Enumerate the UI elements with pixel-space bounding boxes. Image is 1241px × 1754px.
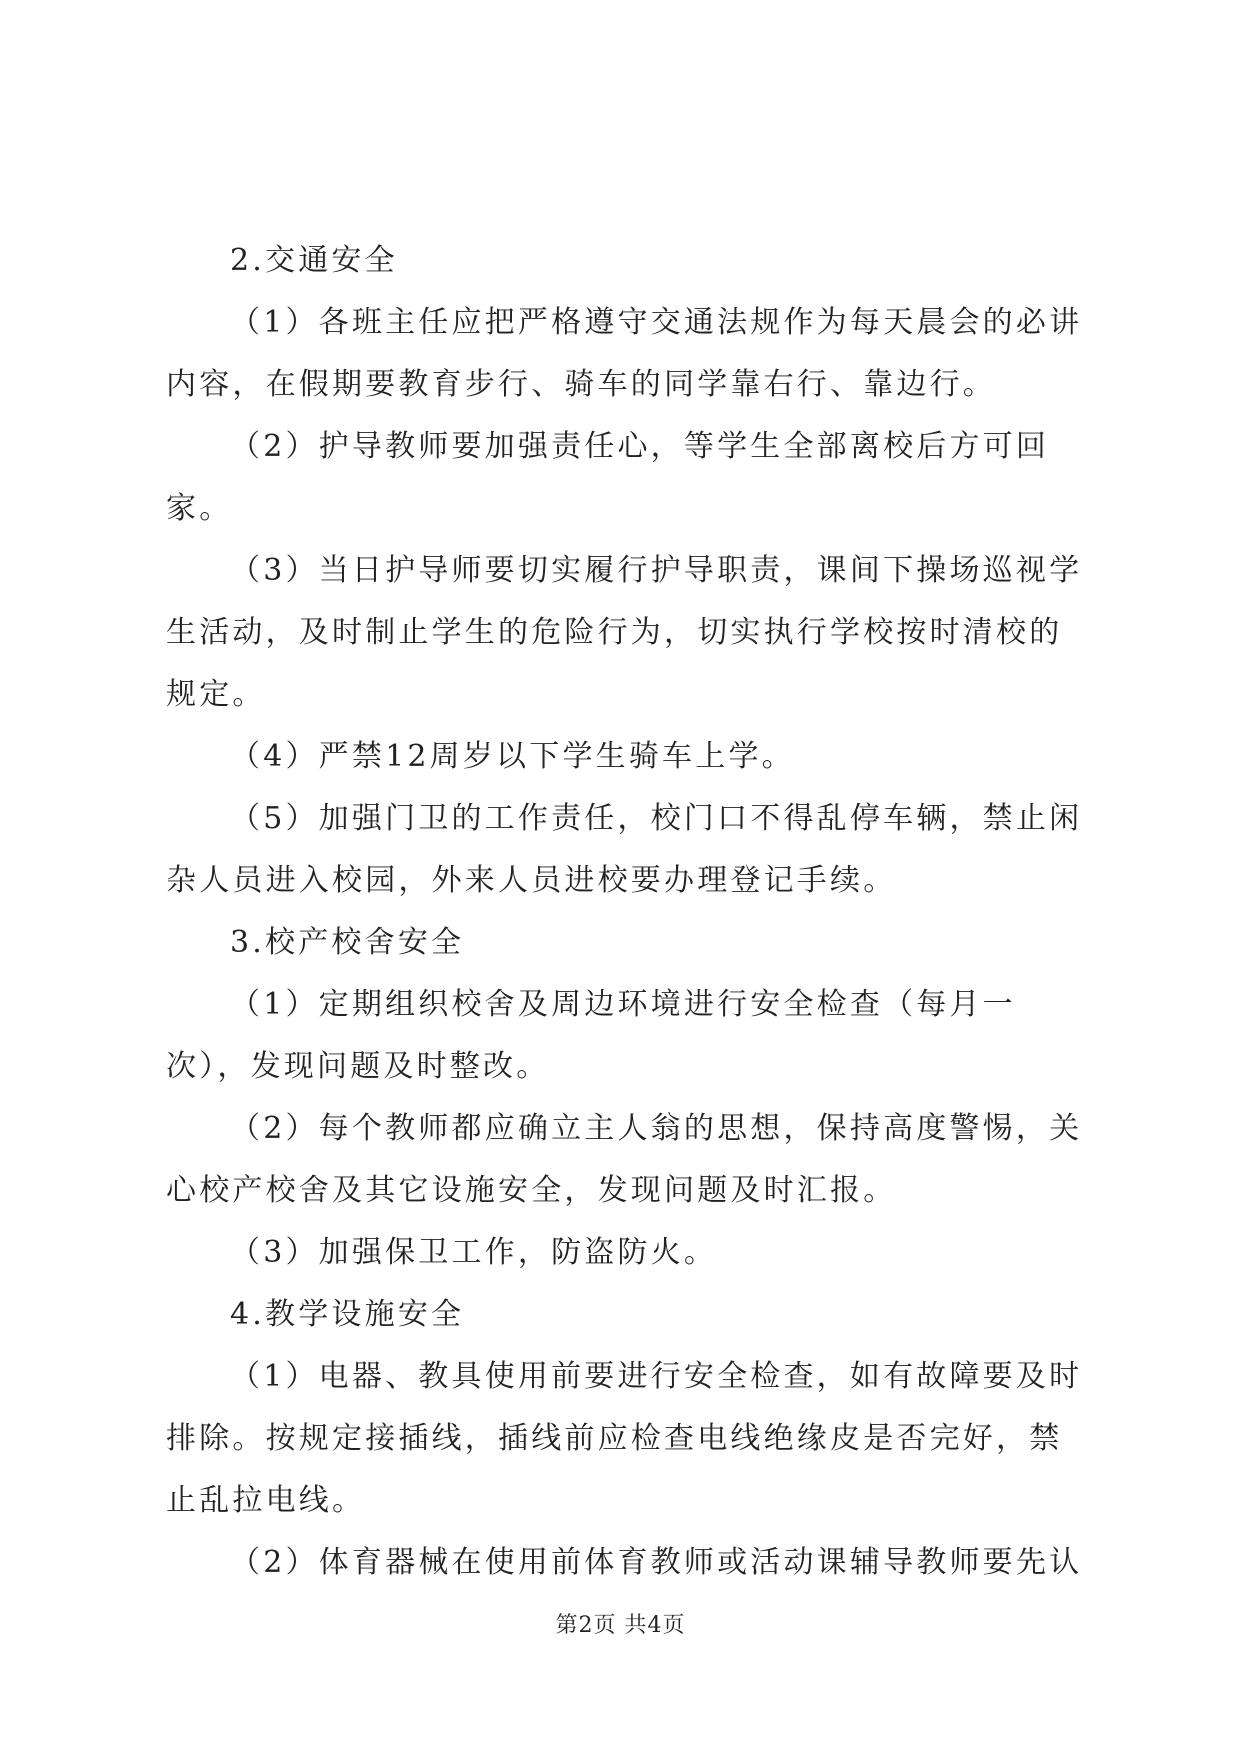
section-heading-traffic-safety: 2.交通安全 <box>230 243 398 278</box>
document-body <box>166 230 1086 1594</box>
paragraph-property-3: （3）加强保卫工作，防盗防火。 <box>230 1235 718 1270</box>
paragraph-property-1: （1）定期组织校舍及周边环境进行安全检查（每月一次），发现问题及时整改。 <box>166 987 1016 1084</box>
paragraph-facility-2: （2）体育器械在使用前体育教师或活动课辅导教师要先认 <box>230 1545 1083 1580</box>
section-heading-teaching-facility-safety: 4.教学设施安全 <box>230 1297 465 1332</box>
section-heading-property-safety: 3.校产校舍安全 <box>230 925 465 960</box>
paragraph-traffic-1: （1）各班主任应把严格遵守交通法规作为每天晨会的必讲内容，在假期要教育步行、骑车的同学靠右行、靠边行。 <box>166 305 1083 402</box>
paragraph-traffic-5: （5）加强门卫的工作责任，校门口不得乱停车辆，禁止闲杂人员进入校园，外来人员进校要办理登记手续。 <box>166 801 1083 898</box>
paragraph-traffic-2: （2）护导教师要加强责任心，等学生全部离校后方可回家。 <box>166 429 1050 526</box>
paragraph-facility-1: （1）电器、教具使用前要进行安全检查，如有故障要及时排除。按规定接插线，插线前应检查电线绝缘皮是否完好，禁止乱拉电线。 <box>166 1359 1083 1518</box>
paragraph-property-2: （2）每个教师都应确立主人翁的思想，保持高度警惕，关心校产校舍及其它设施安全，发现问题及时汇报。 <box>166 1111 1083 1208</box>
paragraph-traffic-3: （3）当日护导师要切实履行护导职责，课间下操场巡视学生活动，及时制止学生的危险行为，切实执行学校按时清校的规定。 <box>166 553 1083 712</box>
page-number-footer: 第2页 共4页 <box>555 1613 686 1638</box>
paragraph-traffic-4: （4）严禁12周岁以下学生骑车上学。 <box>230 739 795 774</box>
